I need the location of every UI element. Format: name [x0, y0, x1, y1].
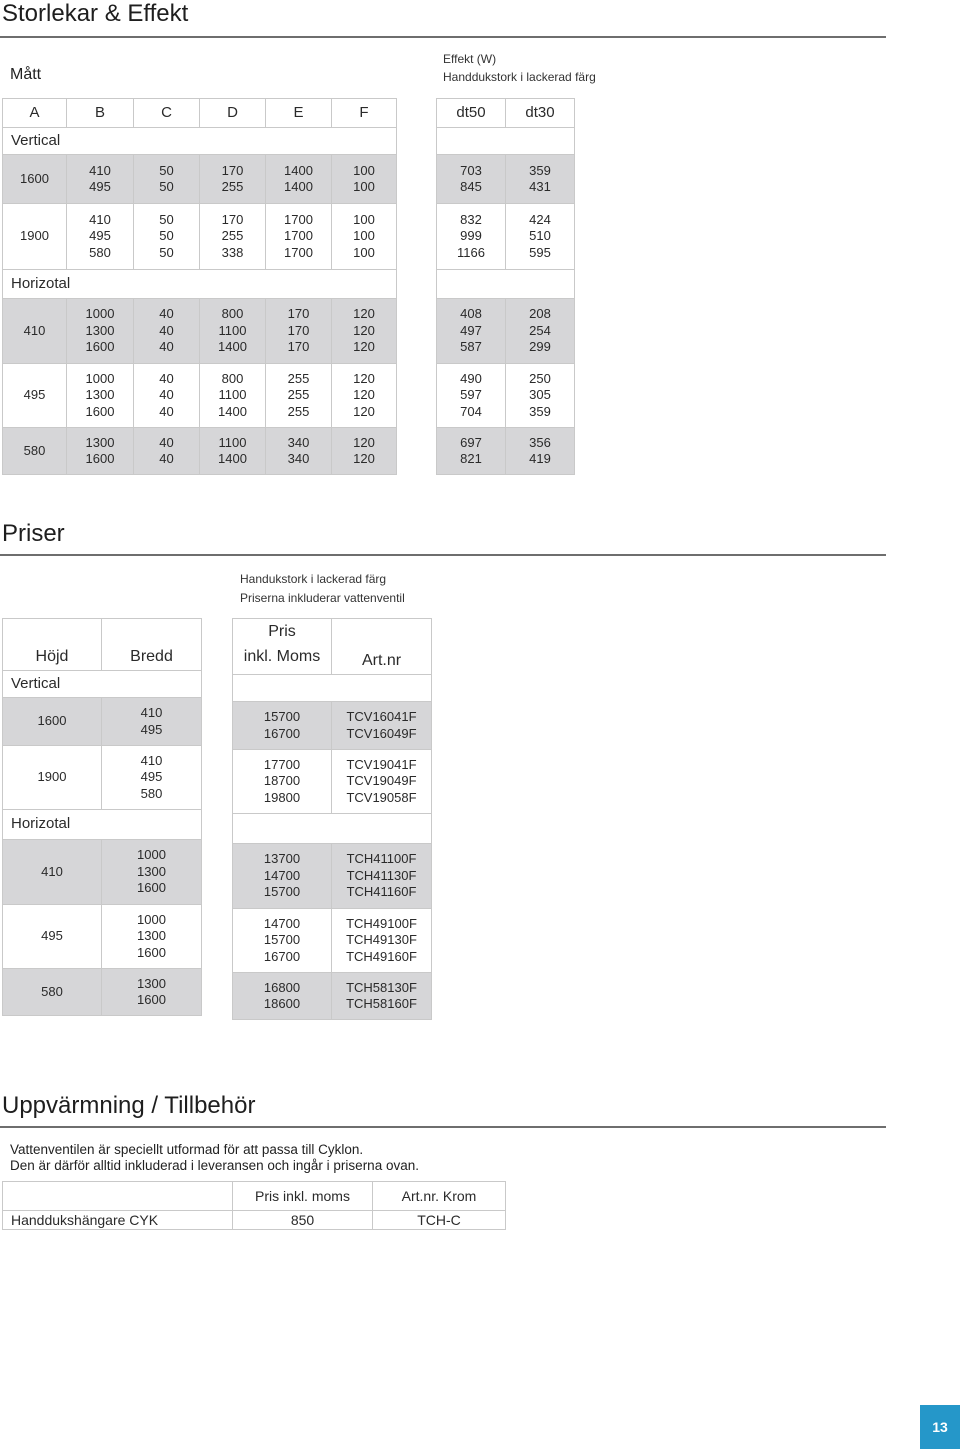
horizontal-section-label: Horizotal	[3, 270, 397, 299]
section-rule	[0, 36, 886, 38]
art-number: TCH58130F TCH58160F	[332, 973, 432, 1020]
matt-label: Mått	[10, 66, 42, 83]
dim-f: 120 120	[332, 428, 397, 475]
header-c: C	[134, 99, 200, 128]
dim-a: 410	[3, 299, 67, 364]
section-rule	[0, 554, 886, 556]
header-a: A	[3, 99, 67, 128]
table-row	[3, 204, 397, 270]
table-row	[3, 428, 397, 475]
table-row	[437, 155, 575, 204]
header-pris: Pris inkl. Moms	[233, 619, 332, 675]
price-spacer	[233, 814, 432, 844]
art-number: TCH41100F TCH41130F TCH41160F	[332, 844, 432, 909]
price-value: 15700 16700	[233, 702, 332, 750]
header-pris-inkl-moms: Pris inkl. moms	[233, 1182, 373, 1211]
header-e: E	[266, 99, 332, 128]
dt30-value: 356 419	[506, 428, 575, 475]
dim-a: 580	[3, 428, 67, 475]
accessory-note-line2: Den är därför alltid inkluderad i leveransen och ingår i priserna ovan.	[10, 1158, 419, 1173]
page-title-priser: Priser	[2, 520, 65, 547]
dim-b: 410 495	[67, 155, 134, 204]
dt30-value: 359 431	[506, 155, 575, 204]
dim-a: 495	[3, 364, 67, 428]
accessory-note-line1: Vattenventilen är speciellt utformad för att passa till Cyklon.	[10, 1142, 364, 1157]
table-row	[233, 973, 432, 1020]
dim-b: 410 495 580	[67, 204, 134, 270]
bredd-value: 410 495	[102, 698, 202, 746]
dim-d: 800 1100 1400	[200, 364, 266, 428]
table-row	[3, 155, 397, 204]
dimensions-table	[2, 98, 397, 475]
header-artnr-krom: Art.nr. Krom	[373, 1182, 506, 1211]
dim-f: 100 100 100	[332, 204, 397, 270]
vertical-section-label: Vertical	[3, 671, 202, 698]
horizontal-section-label: Horizotal	[3, 810, 202, 840]
price-value: 17700 18700 19800	[233, 750, 332, 814]
dim-d: 1100 1400	[200, 428, 266, 475]
header-dt30: dt30	[506, 99, 575, 128]
dt30-value: 250 305 359	[506, 364, 575, 428]
table-row	[3, 1211, 506, 1230]
table-row	[233, 844, 432, 909]
header-bredd: Bredd	[102, 619, 202, 671]
dimensions-header-row	[3, 99, 397, 128]
dim-e: 340 340	[266, 428, 332, 475]
dim-e: 1400 1400	[266, 155, 332, 204]
dim-c: 40 40 40	[134, 299, 200, 364]
page-title-uppvarmning: Uppvärmning / Tillbehör	[2, 1092, 256, 1119]
bredd-value: 410 495 580	[102, 746, 202, 810]
table-row	[437, 428, 575, 475]
table-row	[3, 746, 202, 810]
header-artnr: Art.nr	[332, 619, 432, 675]
accessory-price: 850	[233, 1211, 373, 1230]
dim-b: 1000 1300 1600	[67, 299, 134, 364]
table-row	[3, 299, 397, 364]
hojd-value: 580	[3, 969, 102, 1016]
page-number: 13	[920, 1405, 960, 1449]
price-value: 16800 18600	[233, 973, 332, 1020]
header-dt50: dt50	[437, 99, 506, 128]
dim-a: 1600	[3, 155, 67, 204]
dt50-value: 832 999 1166	[437, 204, 506, 270]
dt30-value: 208 254 299	[506, 299, 575, 364]
accessory-header-empty	[3, 1182, 233, 1211]
dt50-value: 697 821	[437, 428, 506, 475]
art-number: TCH49100F TCH49130F TCH49160F	[332, 909, 432, 973]
price-value: 13700 14700 15700	[233, 844, 332, 909]
hojd-value: 410	[3, 840, 102, 905]
bredd-value: 1300 1600	[102, 969, 202, 1016]
dt50-value: 703 845	[437, 155, 506, 204]
dt50-value: 408 497 587	[437, 299, 506, 364]
table-row	[233, 909, 432, 973]
effekt-spacer	[437, 128, 575, 155]
table-row	[3, 905, 202, 969]
price-size-table	[2, 618, 202, 1016]
header-f: F	[332, 99, 397, 128]
dim-f: 100 100	[332, 155, 397, 204]
effekt-subtitle: Handdukstork i lackerad färg	[443, 70, 596, 84]
dim-a: 1900	[3, 204, 67, 270]
dim-f: 120 120 120	[332, 299, 397, 364]
hojd-value: 495	[3, 905, 102, 969]
bredd-value: 1000 1300 1600	[102, 840, 202, 905]
bredd-value: 1000 1300 1600	[102, 905, 202, 969]
dt50-value: 490 597 704	[437, 364, 506, 428]
art-number: TCV19041F TCV19049F TCV19058F	[332, 750, 432, 814]
effekt-table	[436, 98, 575, 475]
page-title-storlekar: Storlekar & Effekt	[2, 0, 189, 27]
dim-b: 1300 1600	[67, 428, 134, 475]
priser-subtitle: Handukstork i lackerad färg	[240, 572, 387, 586]
hojd-value: 1600	[3, 698, 102, 746]
vertical-section-label: Vertical	[3, 128, 397, 155]
table-row	[437, 364, 575, 428]
dim-c: 50 50	[134, 155, 200, 204]
dim-b: 1000 1300 1600	[67, 364, 134, 428]
table-row	[3, 840, 202, 905]
table-row	[3, 364, 397, 428]
accessory-art-number: TCH-C	[373, 1211, 506, 1230]
price-spacer	[233, 675, 432, 702]
table-row	[437, 204, 575, 270]
dim-c: 40 40	[134, 428, 200, 475]
accessory-table	[2, 1181, 506, 1230]
dim-c: 40 40 40	[134, 364, 200, 428]
price-table	[232, 618, 432, 1020]
section-rule	[0, 1126, 886, 1128]
dim-d: 170 255 338	[200, 204, 266, 270]
table-row	[233, 702, 432, 750]
dim-f: 120 120 120	[332, 364, 397, 428]
header-hojd: Höjd	[3, 619, 102, 671]
dim-d: 170 255	[200, 155, 266, 204]
effekt-label: Effekt (W)	[443, 52, 497, 66]
priser-note: Priserna inkluderar vattenventil	[240, 591, 405, 605]
table-row	[3, 698, 202, 746]
table-row	[233, 750, 432, 814]
art-number: TCV16041F TCV16049F	[332, 702, 432, 750]
price-value: 14700 15700 16700	[233, 909, 332, 973]
table-row	[437, 299, 575, 364]
hojd-value: 1900	[3, 746, 102, 810]
dim-e: 1700 1700 1700	[266, 204, 332, 270]
header-d: D	[200, 99, 266, 128]
dim-e: 255 255 255	[266, 364, 332, 428]
dim-d: 800 1100 1400	[200, 299, 266, 364]
dim-e: 170 170 170	[266, 299, 332, 364]
effekt-spacer	[437, 270, 575, 299]
dim-c: 50 50 50	[134, 204, 200, 270]
header-b: B	[67, 99, 134, 128]
dt30-value: 424 510 595	[506, 204, 575, 270]
accessory-name: Handdukshängare CYK	[3, 1211, 233, 1230]
table-row	[3, 969, 202, 1016]
